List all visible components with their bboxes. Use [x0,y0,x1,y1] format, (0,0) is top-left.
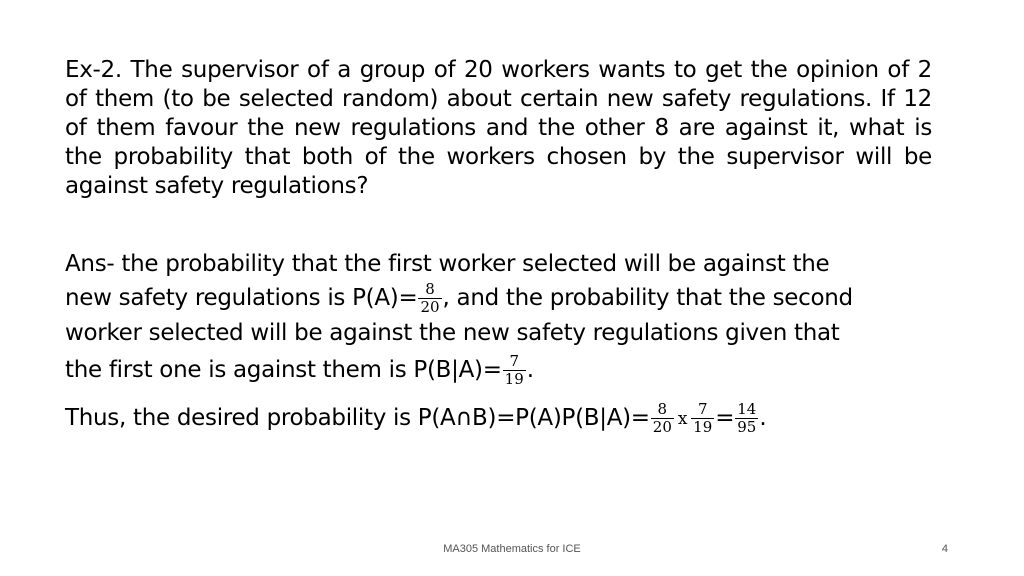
answer-line-1: Ans- the probability that the first worker selected will be against the [65,251,830,277]
fraction-1-numerator: 8 [657,400,668,418]
fraction-pba-numerator: 7 [509,352,519,370]
intersection-symbol: ∩ [455,405,473,431]
fraction-2-numerator: 7 [697,400,708,418]
page-number: 4 [941,543,948,555]
fraction-pa [418,281,441,316]
fraction-1 [651,401,674,436]
equals-operator: = [715,405,735,431]
question-text: Ex-2. The supervisor of a group of 20 workers wants to get the opinion of 2 of them (to be selected random) about certain new safety regulations. If 12 of them favour the new regulations and the other 8 are against it, what is the probability that both of the workers chosen by the supervisor will be against safety regulations? [65,57,932,199]
answer-line-5-start: Thus, the desired probability is P(A [65,405,456,431]
fraction-2 [691,401,714,436]
answer-line-5-end: . [759,405,767,431]
answer-line-2-end: , and the probability that the second [442,285,853,311]
fraction-pba [503,353,526,388]
fraction-2-denominator: 19 [693,418,713,436]
fraction-1-denominator: 20 [652,418,672,436]
answer-line-4-end: . [526,357,534,383]
answer-line-3: worker selected will be against the new safety regulations given that [65,320,840,346]
fraction-3 [735,401,758,436]
answer-line-5 [65,398,945,438]
answer-line-5-mid: B)=P(A)P(B|A)= [472,405,650,431]
answer-line-2-start: new safety regulations is P(A)= [65,285,418,311]
fraction-pa-numerator: 8 [425,280,435,298]
fraction-3-denominator: 95 [737,418,757,436]
fraction-pa-denominator: 20 [420,298,440,316]
fraction-3-numerator: 14 [737,400,757,418]
answer-block [65,248,945,438]
answer-line-4-start: the first one is against them is P(B|A)= [65,357,502,383]
footer-course: MA305 Mathematics for ICE [443,543,581,555]
answer-line-2 [65,280,945,316]
fraction-pba-denominator: 19 [504,370,524,388]
times-operator: x [677,408,688,429]
answer-line-4 [65,350,945,390]
